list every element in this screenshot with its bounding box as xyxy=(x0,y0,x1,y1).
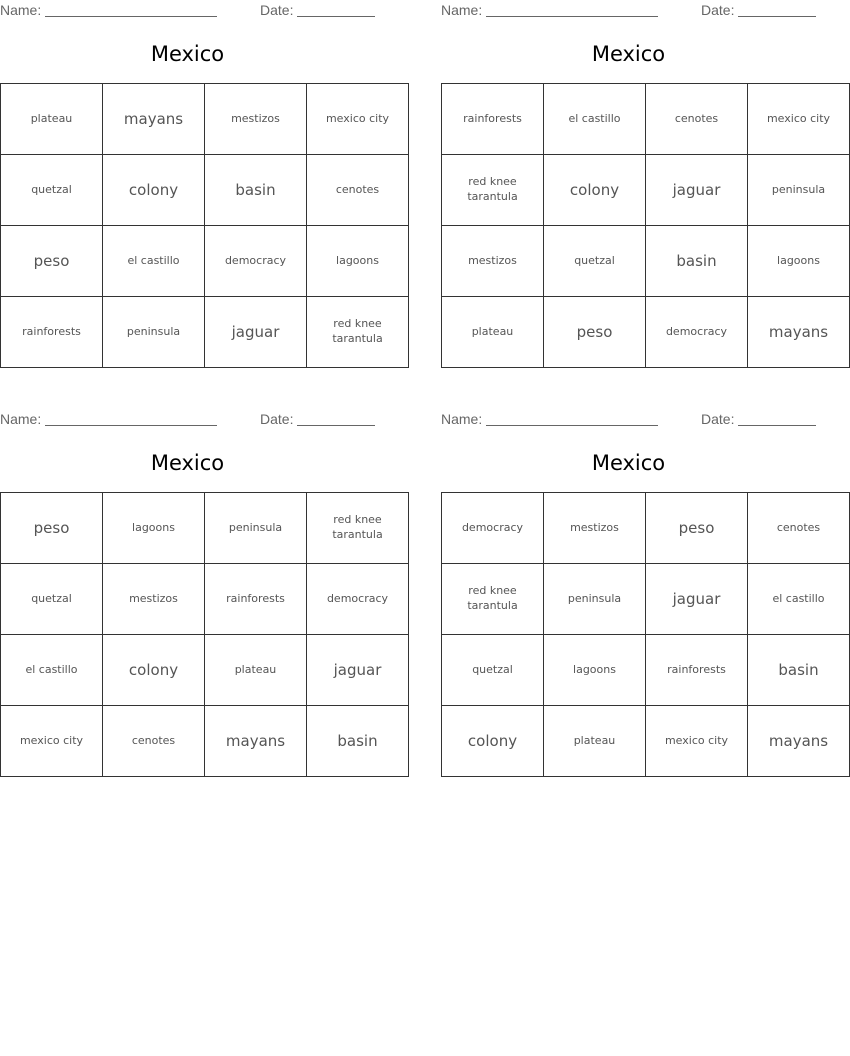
bingo-cell: lagoons xyxy=(544,635,646,706)
card-title: Mexico xyxy=(591,42,666,66)
grid-row xyxy=(442,226,850,297)
bingo-grid xyxy=(0,492,409,777)
bingo-cell: red knee tarantula xyxy=(442,564,544,635)
grid-row xyxy=(442,564,850,635)
grid-row xyxy=(442,297,850,368)
bingo-cell: mayans xyxy=(103,84,205,155)
bingo-cell: red knee tarantula xyxy=(442,155,544,226)
name-label: Name: xyxy=(0,2,42,18)
bingo-cell: el castillo xyxy=(1,635,103,706)
grid-row xyxy=(442,493,850,564)
bingo-cell: peso xyxy=(544,297,646,368)
bingo-cell: peso xyxy=(1,493,103,564)
bingo-cell: mayans xyxy=(748,297,850,368)
bingo-cell: mexico city xyxy=(1,706,103,777)
bingo-cell: quetzal xyxy=(1,155,103,226)
bingo-cell: mestizos xyxy=(103,564,205,635)
card-title: Mexico xyxy=(150,42,225,66)
date-line xyxy=(738,16,816,17)
bingo-cell: rainforests xyxy=(205,564,307,635)
card-title: Mexico xyxy=(150,451,225,475)
grid-row xyxy=(1,297,409,368)
bingo-cell: red knee tarantula xyxy=(307,297,409,368)
bingo-cell: plateau xyxy=(1,84,103,155)
grid-row xyxy=(1,635,409,706)
bingo-cell: peninsula xyxy=(103,297,205,368)
bingo-cell: basin xyxy=(748,635,850,706)
bingo-cell: el castillo xyxy=(103,226,205,297)
card-header xyxy=(0,409,375,429)
bingo-cell: basin xyxy=(307,706,409,777)
bingo-cell: basin xyxy=(646,226,748,297)
bingo-cell: cenotes xyxy=(646,84,748,155)
bingo-cell: basin xyxy=(205,155,307,226)
bingo-cell: colony xyxy=(103,635,205,706)
bingo-cell: mexico city xyxy=(646,706,748,777)
bingo-cell: el castillo xyxy=(748,564,850,635)
bingo-cell: peso xyxy=(646,493,748,564)
date-label: Date: xyxy=(260,2,294,18)
bingo-cell: mestizos xyxy=(205,84,307,155)
bingo-cell: colony xyxy=(544,155,646,226)
bingo-cell: quetzal xyxy=(544,226,646,297)
bingo-cell: democracy xyxy=(307,564,409,635)
grid-row xyxy=(1,493,409,564)
bingo-grid xyxy=(0,83,409,368)
bingo-cell: cenotes xyxy=(307,155,409,226)
grid-row xyxy=(442,635,850,706)
grid-row xyxy=(1,706,409,777)
bingo-cell: mexico city xyxy=(748,84,850,155)
grid-row xyxy=(442,155,850,226)
bingo-cell: mayans xyxy=(205,706,307,777)
bingo-cell: cenotes xyxy=(103,706,205,777)
bingo-cell: quetzal xyxy=(442,635,544,706)
name-line xyxy=(45,425,217,426)
bingo-cell: rainforests xyxy=(1,297,103,368)
bingo-cell: mexico city xyxy=(307,84,409,155)
date-label: Date: xyxy=(260,411,294,427)
bingo-cell: democracy xyxy=(442,493,544,564)
bingo-cell: plateau xyxy=(544,706,646,777)
bingo-cell: jaguar xyxy=(646,564,748,635)
bingo-cell: lagoons xyxy=(103,493,205,564)
bingo-cell: colony xyxy=(442,706,544,777)
bingo-grid xyxy=(441,492,850,777)
card-header xyxy=(441,0,816,20)
bingo-cell: lagoons xyxy=(307,226,409,297)
date-line xyxy=(297,16,375,17)
bingo-cell: democracy xyxy=(205,226,307,297)
bingo-cell: mestizos xyxy=(544,493,646,564)
bingo-cell: rainforests xyxy=(646,635,748,706)
bingo-cell: peninsula xyxy=(205,493,307,564)
bingo-cell: cenotes xyxy=(748,493,850,564)
bingo-cell: peninsula xyxy=(544,564,646,635)
name-line xyxy=(486,425,658,426)
grid-row xyxy=(1,226,409,297)
name-line xyxy=(486,16,658,17)
date-label: Date: xyxy=(701,2,735,18)
bingo-cell: democracy xyxy=(646,297,748,368)
bingo-cell: jaguar xyxy=(307,635,409,706)
bingo-cell: peso xyxy=(1,226,103,297)
name-line xyxy=(45,16,217,17)
bingo-cell: rainforests xyxy=(442,84,544,155)
grid-row xyxy=(442,706,850,777)
grid-row xyxy=(1,84,409,155)
bingo-cell: plateau xyxy=(442,297,544,368)
card-header xyxy=(0,0,375,20)
date-line xyxy=(738,425,816,426)
bingo-cell: lagoons xyxy=(748,226,850,297)
card-header xyxy=(441,409,816,429)
name-label: Name: xyxy=(441,2,483,18)
date-line xyxy=(297,425,375,426)
bingo-cell: jaguar xyxy=(205,297,307,368)
bingo-cell: red knee tarantula xyxy=(307,493,409,564)
bingo-cell: mayans xyxy=(748,706,850,777)
grid-row xyxy=(1,564,409,635)
bingo-cell: peninsula xyxy=(748,155,850,226)
grid-row xyxy=(442,84,850,155)
bingo-cell: colony xyxy=(103,155,205,226)
name-label: Name: xyxy=(441,411,483,427)
bingo-cell: plateau xyxy=(205,635,307,706)
name-label: Name: xyxy=(0,411,42,427)
card-title: Mexico xyxy=(591,451,666,475)
grid-row xyxy=(1,155,409,226)
bingo-cell: quetzal xyxy=(1,564,103,635)
bingo-cell: el castillo xyxy=(544,84,646,155)
bingo-cell: mestizos xyxy=(442,226,544,297)
bingo-grid xyxy=(441,83,850,368)
date-label: Date: xyxy=(701,411,735,427)
bingo-cell: jaguar xyxy=(646,155,748,226)
